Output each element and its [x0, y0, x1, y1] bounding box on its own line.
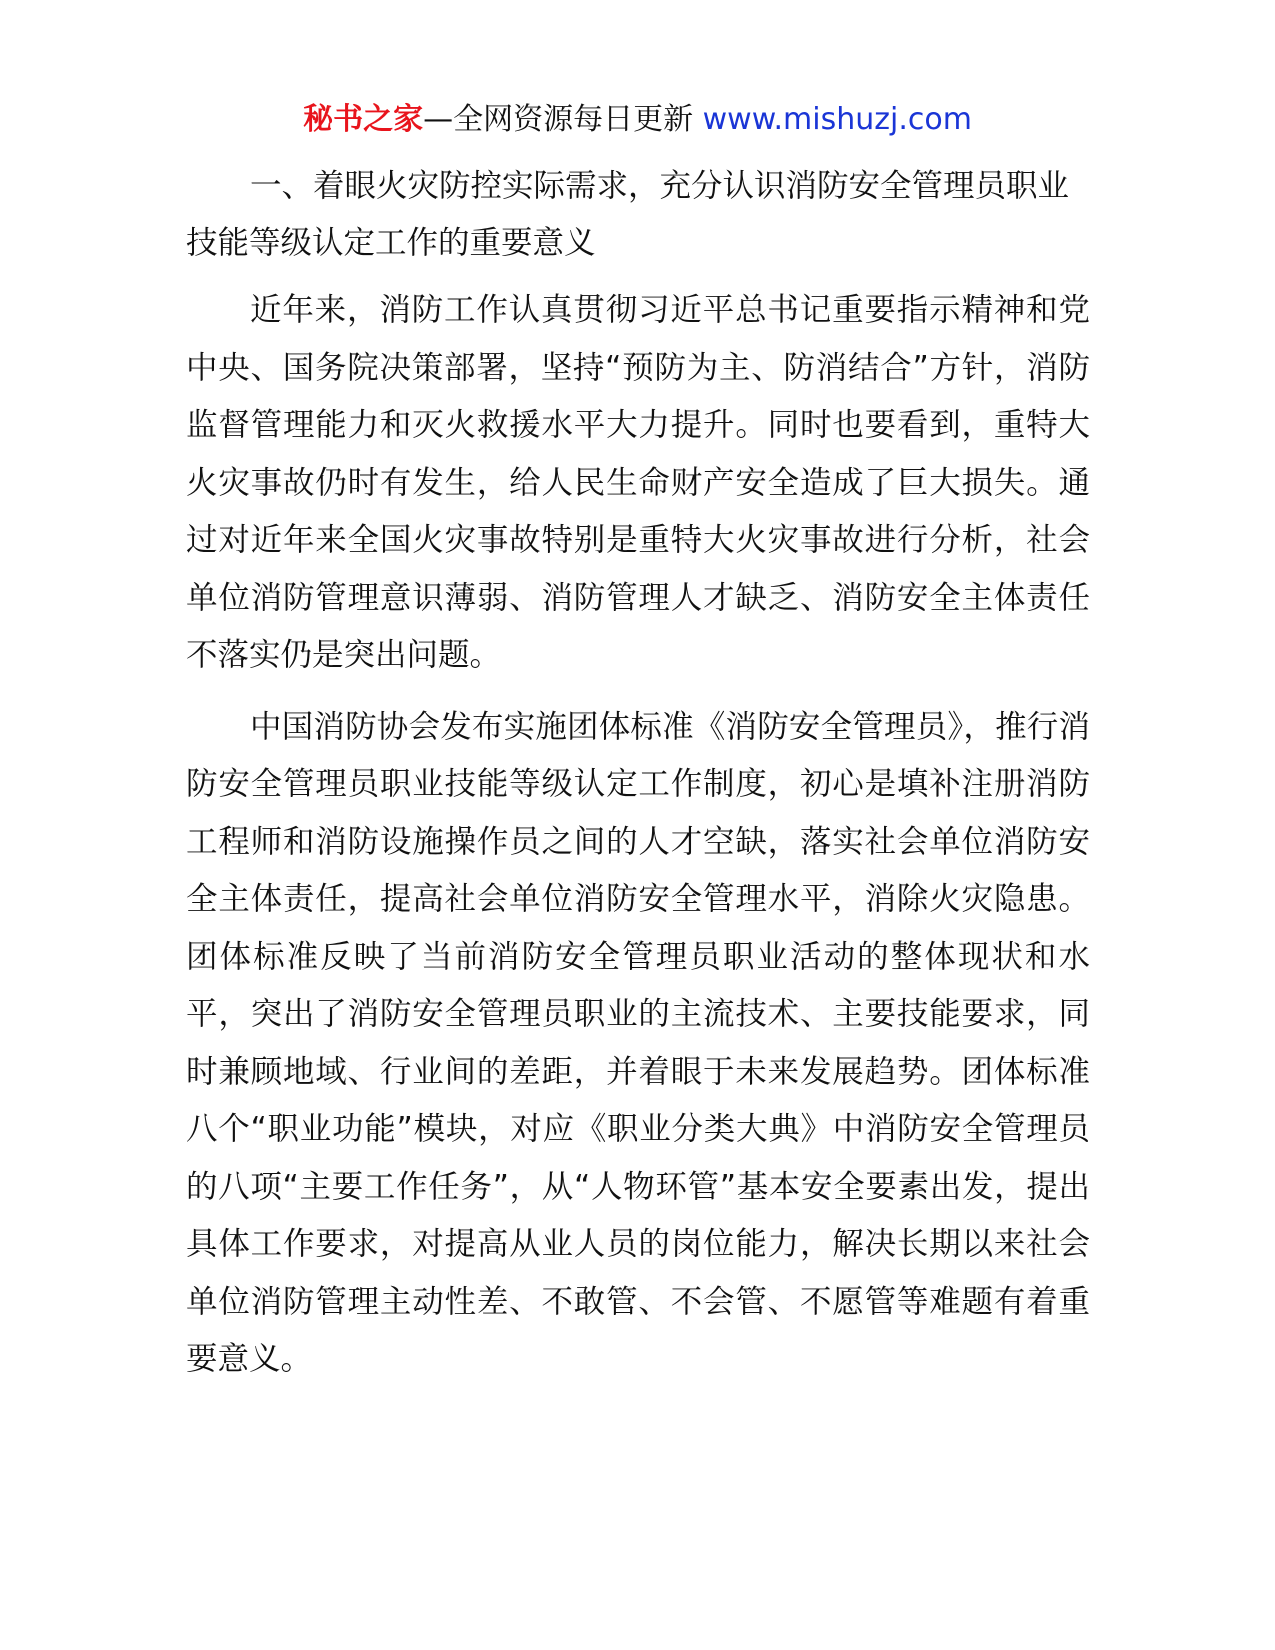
- paragraph: 中国消防协会发布实施团体标准《消防安全管理员》，推行消防安全管理员职业技能等级认定工作制度，初心是填补注册消防工程师和消防设施操作员之间的人才空缺，落实社会单位消防安全主体责任，提高社会单位消防安全管理水平，消除火灾隐患。团体标准反映了当前消防安全管理员职业活动的整体现状和水平，突出了消防安全管理员职业的主流技术、主要技能要求，同时兼顾地域、行业间的差距，并着眼于未来发展趋势。团体标准八个“职业功能”模块，对应《职业分类大典》中消防安全管理员的八项“主要工作任务”，从“人物环管”基本安全要素出发，提出具体工作要求，对提高从业人员的岗位能力，解决长期以来社会单位消防管理主动性差、不敢管、不会管、不愿管等难题有着重要意义。: [186, 708, 1090, 1377]
- document-body: [186, 158, 1090, 1403]
- paragraph: 近年来，消防工作认真贯彻习近平总书记重要指示精神和党中央、国务院决策部署，坚持“预防为主、防消结合”方针，消防监督管理能力和灭火救援水平大力提升。同时也要看到，重特大火灾事故仍时有发生，给人民生命财产安全造成了巨大损失。通过对近年来全国火灾事故特别是重特大火灾事故进行分析，社会单位消防管理意识薄弱、消防管理人才缺乏、消防安全主体责任不落实仍是突出问题。: [186, 292, 1090, 673]
- site-header: [0, 100, 1275, 140]
- section-heading: 一、着眼火灾防控实际需求，充分认识消防安全管理员职业技能等级认定工作的重要意义: [186, 168, 1070, 261]
- brand-name: 秘书之家: [303, 102, 424, 137]
- site-url-link[interactable]: www.mishuzj.com: [702, 102, 972, 137]
- header-tagline: —全网资源每日更新: [423, 102, 694, 137]
